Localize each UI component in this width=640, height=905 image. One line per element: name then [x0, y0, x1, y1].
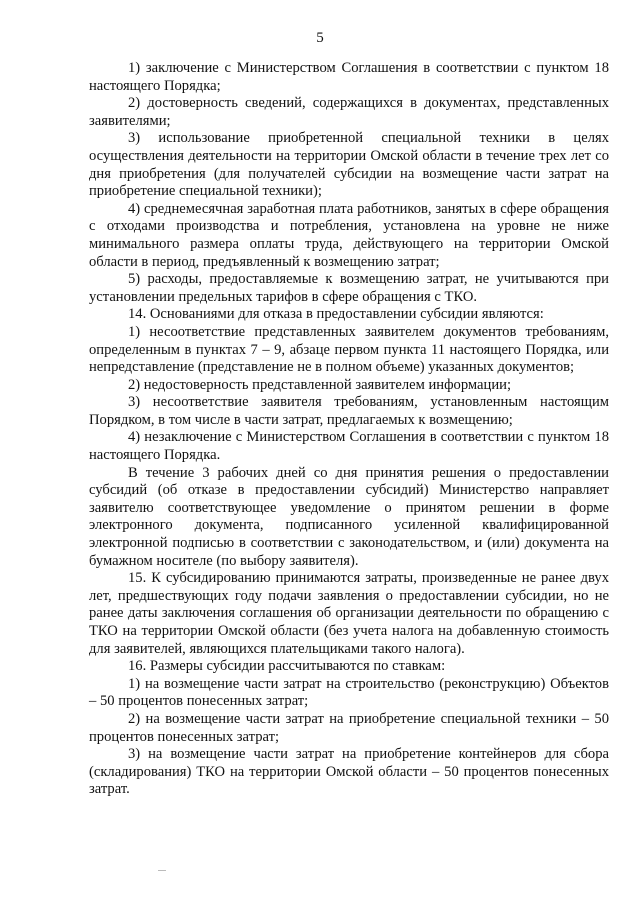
paragraph-14-heading: 14. Основаниями для отказа в предоставлении субсидии являются:	[128, 306, 544, 323]
paragraph-13-item-3: 3) использование приобретенной специальной техники в целях осуществления деятельности на территории Омской области в течение трех лет со дня приобретения (для получателей субсидии на возмещение части затрат на приобретение специальной техники);	[89, 130, 609, 200]
paragraph-13-item-5: 5) расходы, предоставляемые к возмещению затрат, не учитываются при установлении предельных тарифов в сфере обращения с ТКО.	[89, 271, 609, 305]
paragraph-14-item-1: 1) несоответствие представленных заявителем документов требованиям, определенным в пунктах 7 – 9, абзаце первом пункта 11 настоящего Порядка, или непредставление (представление не в полном объеме) указанных документов;	[89, 323, 609, 376]
paragraph-14-item-2: 2) недостоверность представленной заявителем информации;	[128, 376, 512, 393]
paragraph-14-notification: В течение 3 рабочих дней со дня принятия решения о предоставлении субсидий (об отказе в предоставлении субсидий) Министерство направляет заявителю соответствующее уведомление о принятом решении в форме электронного документа, подписанного усиленной квалифицированной электронной подписью в соответствии с законодательством, и (или) документа на бумажном носителе (по выбору заявителя).	[89, 464, 609, 569]
paragraph-13-item-2: 2) достоверность сведений, содержащихся в документах, представленных заявителями;	[89, 95, 609, 129]
page-number: 5	[316, 30, 324, 46]
paragraph-13-item-1: 1) заключение с Министерством Соглашения в соответствии с пунктом 18 настоящего Порядка;	[89, 60, 609, 94]
paragraph-15: 15. К субсидированию принимаются затраты, произведенные не ранее двух лет, предшествующих году подачи заявления о предоставлении субсидии, но не ранее даты заключения соглашения об организации деятельности по обращению с ТКО на территории Омской области (без учета налога на добавленную стоимость для заявителей, являющихся плательщиками такого налога).	[89, 570, 609, 657]
paragraph-16-item-3: 3) на возмещение части затрат на приобретение контейнеров для сбора (складирования) ТКО на территории Омской области – 50 процентов понесенных затрат.	[89, 746, 609, 798]
paragraph-16-item-1: 1) на возмещение части затрат на строительство (реконструкцию) Объектов – 50 процентов понесенных затрат;	[89, 675, 609, 710]
paragraph-14-item-4: 4) незаключение с Министерством Соглашения в соответствии с пунктом 18 настоящего Порядка.	[89, 429, 609, 464]
paragraph-16-heading: 16. Размеры субсидии рассчитываются по ставкам:	[128, 658, 446, 675]
paragraph-14-item-3: 3) несоответствие заявителя требованиям, установленным настоящим Порядком, в том числе в части затрат, предлагаемых к возмещению;	[89, 394, 609, 428]
paragraph-13-item-4: 4) среднемесячная заработная плата работников, занятых в сфере обращения с отходами производства и потребления, установлена на уровне не ниже минимального размера оплаты труда, действующего на территории Омской области в период, предъявленный к возмещению затрат;	[89, 200, 609, 270]
document-body	[89, 60, 609, 799]
scan-artifact	[158, 870, 166, 871]
paragraph-16-item-2: 2) на возмещение части затрат на приобретение специальной техники – 50 процентов понесенных затрат;	[89, 710, 609, 745]
